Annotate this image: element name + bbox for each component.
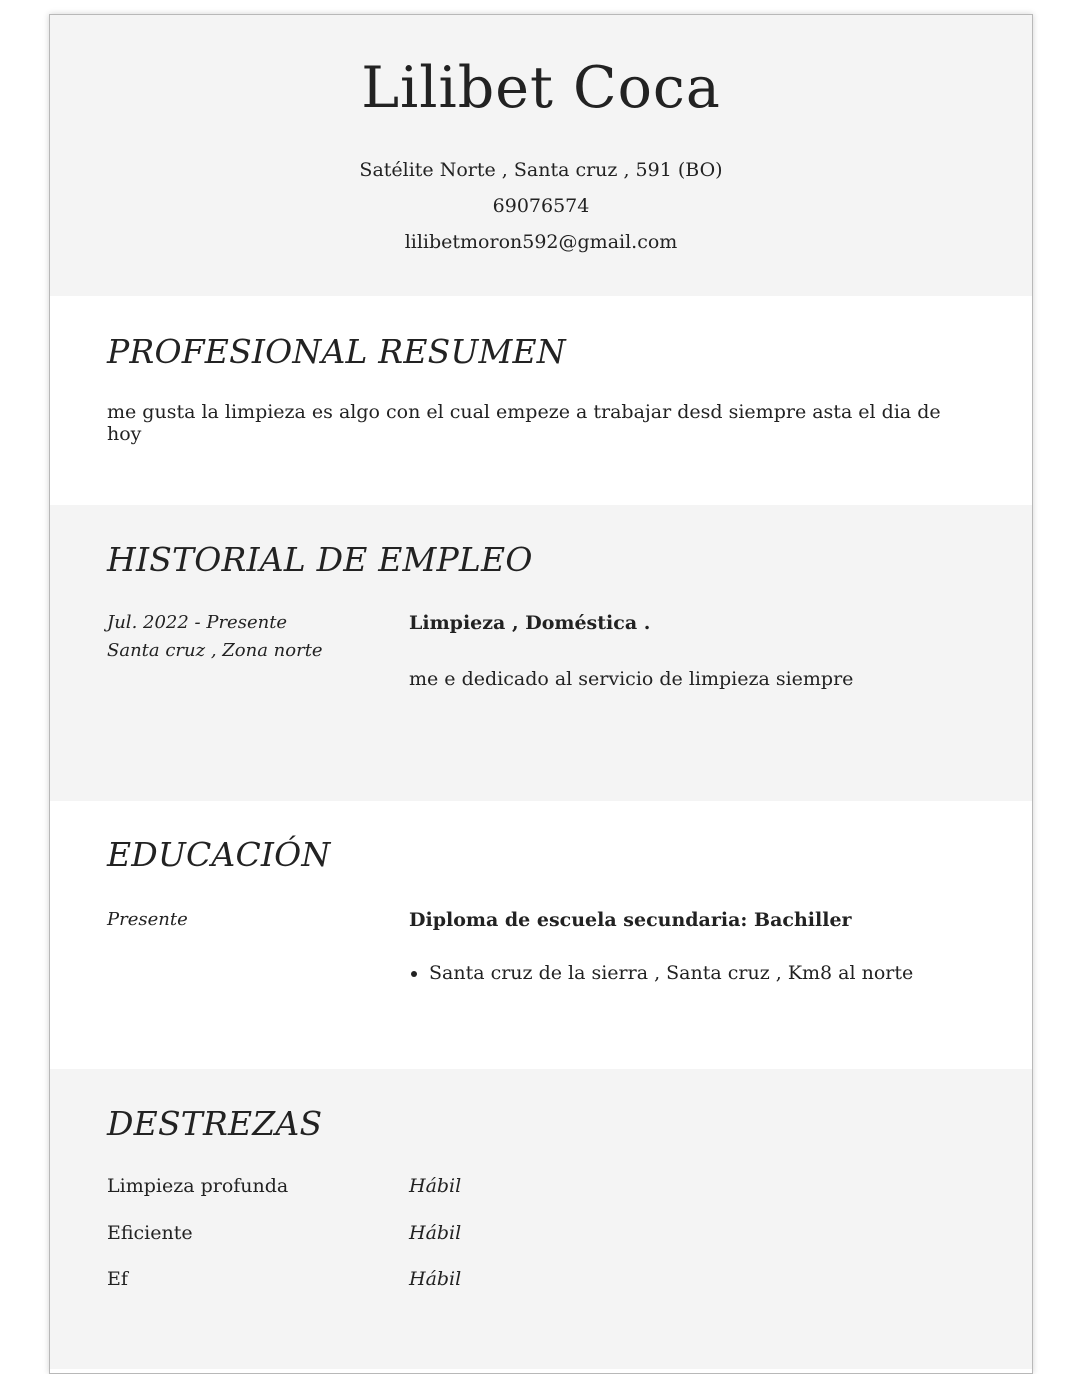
education-title: EDUCACIÓN [107,835,331,874]
resume-page [49,14,1033,1374]
employment-title: HISTORIAL DE EMPLEO [107,540,533,579]
skill-row [107,1264,975,1311]
contact-email: lilibetmoron592@gmail.com [404,231,678,253]
summary-section [50,296,1032,505]
resume-header [50,15,1032,296]
job-dates: Jul. 2022 - Presente [107,612,288,633]
skill-row [107,1218,975,1265]
skill-level: Hábil [409,1268,462,1290]
skills-section [50,1069,1032,1369]
education-date: Presente [107,909,188,930]
skill-name: Limpieza profunda [107,1175,289,1197]
summary-text: me gusta la limpieza es algo con el cual empeze a trabajar desd siempre asta el dia de hoy [107,401,941,445]
job-entry [107,609,975,693]
summary-title: PROFESIONAL RESUMEN [107,332,566,371]
skill-name: Eficiente [107,1221,193,1244]
contact-phone: 69076574 [492,195,590,217]
education-bullet-item: • Santa cruz de la sierra , Santa cruz , Km8 al norte [429,958,975,988]
skill-name: Ef [107,1268,128,1290]
candidate-name: Lilibet Coca [361,55,721,121]
job-meta [107,609,409,693]
contact-info [50,152,1032,260]
job-details [409,609,975,693]
skill-level: Hábil [409,1221,462,1244]
education-section [50,801,1032,1069]
skills-title: DESTREZAS [107,1104,323,1143]
contact-address: Satélite Norte , Santa cruz , 591 (BO) [359,159,723,181]
skill-level: Hábil [409,1175,462,1197]
skills-list [107,1171,975,1311]
job-position: Limpieza , Doméstica . [409,612,651,634]
education-entry [107,906,975,988]
job-location: Santa cruz , Zona norte [107,640,323,661]
employment-section [50,505,1032,801]
skill-row [107,1171,975,1218]
education-meta [107,906,409,988]
job-description: me e dedicado al servicio de limpieza siempre [409,668,854,690]
education-degree: Diploma de escuela secundaria: Bachiller [409,909,852,931]
education-details [409,906,975,988]
education-bullets [409,958,975,988]
